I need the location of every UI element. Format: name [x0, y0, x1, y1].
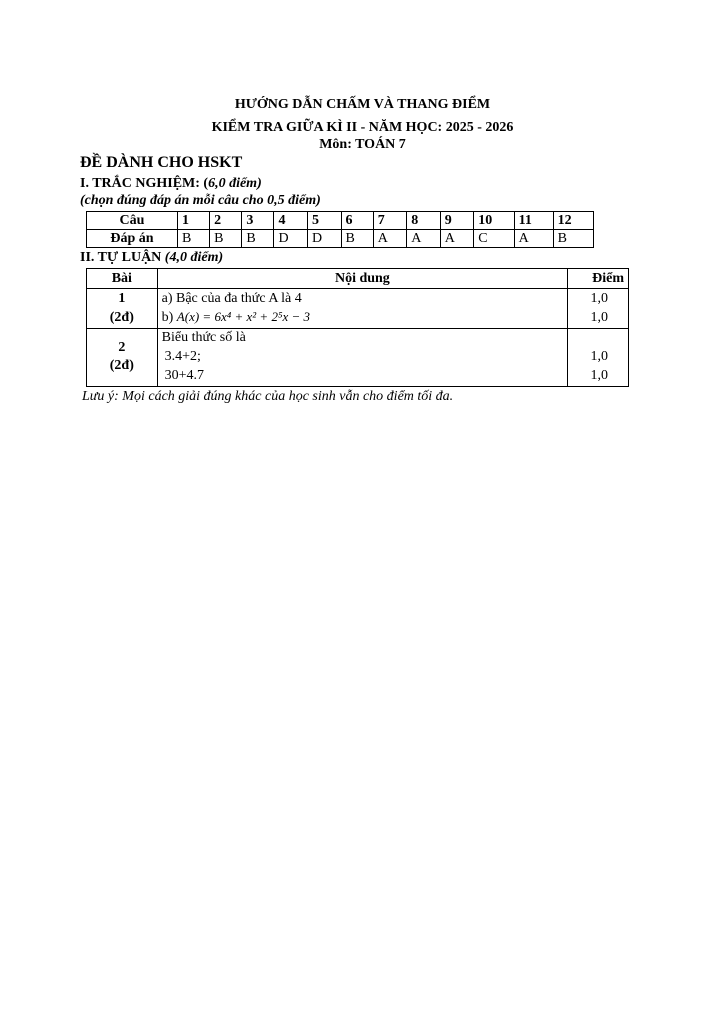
answer-expression-1: 3.4+2;: [164, 348, 201, 364]
mc-answer-table: [86, 211, 594, 248]
answer-cell: D: [308, 230, 342, 248]
answer-row: [87, 230, 594, 248]
score-b: 1,0: [590, 309, 608, 325]
exam-title: KIỂM TRA GIỮA KÌ II - NĂM HỌC: 2025 - 2026: [211, 120, 514, 135]
essay-header-row: [87, 269, 629, 289]
col-header-content: Nội dung: [157, 269, 568, 289]
part2-heading-text: II. TỰ LUẬN: [80, 250, 162, 265]
col-header-score: Điểm: [568, 269, 629, 289]
answer-cell: B: [210, 230, 242, 248]
part1-heading: [80, 177, 262, 191]
essay-row-1-num: [87, 289, 158, 329]
question-number: 1: [178, 212, 210, 230]
answer-cell: C: [474, 230, 514, 248]
answer-intro: Biểu thức số là: [161, 330, 246, 345]
essay-row-2-score: [568, 329, 629, 387]
answer-cell: A: [514, 230, 553, 248]
answer-cell: A: [373, 230, 407, 248]
essay-row-1: [87, 289, 629, 329]
part1-heading-text: I. TRẮC NGHIỆM: (: [80, 176, 209, 191]
question-number: 2: [210, 212, 242, 230]
answer-cell: B: [553, 230, 593, 248]
doc-title: HƯỚNG DẪN CHẤM VÀ THANG ĐIỂM: [234, 97, 491, 112]
question-number: 11: [514, 212, 553, 230]
essay-answer-table: [86, 268, 629, 387]
answer-cell: B: [341, 230, 373, 248]
essay-row-2-num: [87, 329, 158, 387]
question-points: (2đ): [109, 358, 134, 374]
essay-row-2: [87, 329, 629, 387]
col-header-bai: Bài: [87, 269, 158, 289]
question-number: 3: [242, 212, 274, 230]
footnote: Lưu ý: Mọi cách giải đúng khác của học sinh vẫn cho điểm tối đa.: [82, 389, 454, 404]
answer-cell: A: [407, 230, 441, 248]
question-number: 2: [118, 340, 126, 356]
part2-heading: [80, 251, 223, 265]
answer-cell: B: [242, 230, 274, 248]
answer-line-a: a) Bậc của đa thức A là 4: [161, 291, 302, 307]
answer-row-label: Đáp án: [87, 230, 178, 248]
score-b: 1,0: [590, 367, 608, 383]
question-number: 5: [308, 212, 342, 230]
essay-row-1-score: [568, 289, 629, 329]
section-title: ĐỀ DÀNH CHO HSKT: [80, 154, 243, 171]
answer-line-b: [162, 309, 564, 327]
score-a: 1,0: [590, 291, 608, 307]
answer-cell: B: [178, 230, 210, 248]
score-a: 1,0: [590, 348, 608, 364]
question-row-label: Câu: [87, 212, 178, 230]
question-number: 12: [553, 212, 593, 230]
question-row: [87, 212, 594, 230]
question-number: 1: [118, 291, 126, 307]
question-number: 6: [341, 212, 373, 230]
question-number: 8: [407, 212, 441, 230]
question-number: 10: [474, 212, 514, 230]
part2-points: (4,0 điểm): [164, 250, 224, 265]
answer-b-prefix: b): [161, 309, 174, 325]
question-number: 7: [373, 212, 407, 230]
essay-row-1-content: [157, 289, 568, 329]
part1-points: 6,0 điểm): [208, 176, 262, 191]
answer-cell: D: [274, 230, 308, 248]
polynomial-formula: A(x) = 6x⁴ + x² + 2⁵x − 3: [176, 308, 311, 324]
answer-expression-2: 30+4.7: [164, 367, 205, 383]
answer-cell: A: [440, 230, 474, 248]
question-points: (2đ): [109, 309, 134, 325]
part1-note: (chọn đúng đáp án mỗi câu cho 0,5 điểm): [80, 193, 321, 208]
question-number: 4: [274, 212, 308, 230]
essay-row-2-content: [157, 329, 568, 387]
subject-title: Môn: TOÁN 7: [319, 137, 406, 152]
question-number: 9: [440, 212, 474, 230]
